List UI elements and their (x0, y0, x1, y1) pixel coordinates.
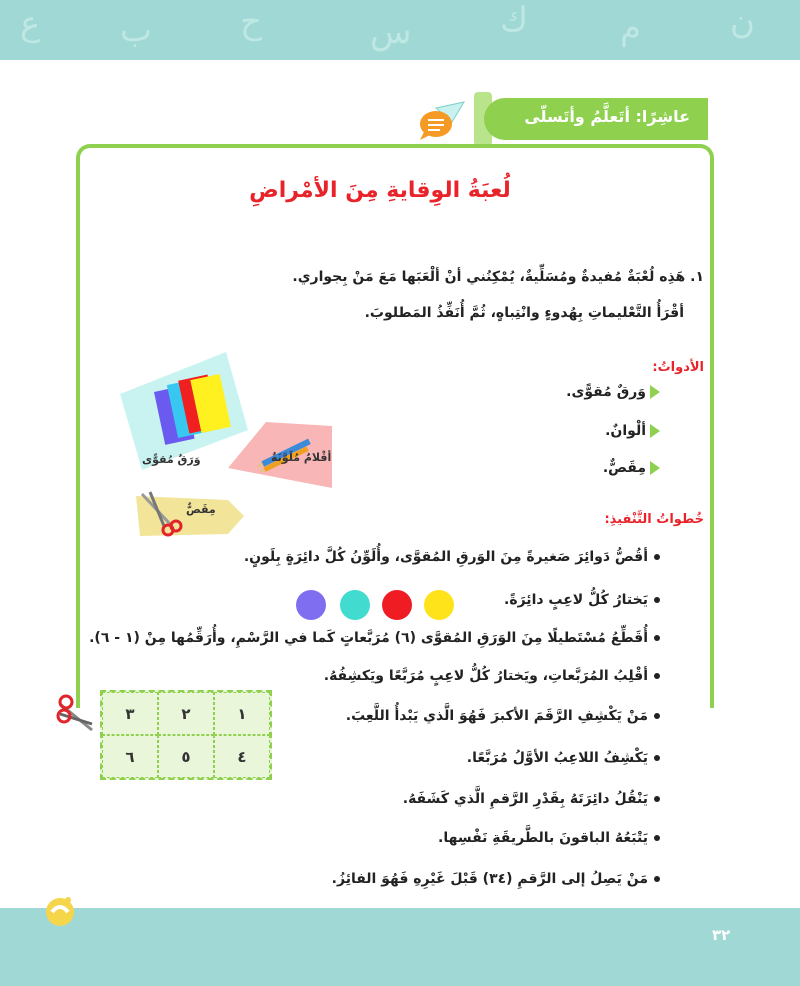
page-title: لُعبَةُ الوِقايةِ مِنَ الأمْراضِ (249, 178, 511, 203)
grid-cell: ١ (214, 692, 270, 735)
chat-paper-plane-icon (418, 100, 466, 142)
intro-line-2: أقْرَأُ التَّعْليماتِ بِهُدوءٍ وانْتِباهٍ، ثُمَّ أُنَفِّذُ المَطلوبَ. (364, 305, 684, 321)
section-header (484, 98, 708, 140)
bullet-icon (654, 755, 660, 761)
grid-cell: ٤ (214, 735, 270, 778)
scissors-label: مِقَصٌّ (186, 503, 216, 516)
step-item: يَكْشِفُ اللاعِبُ الأوَّلُ مُرَبَّعًا. (467, 750, 660, 766)
green-arrow-icon (650, 424, 660, 438)
bullet-icon (654, 796, 660, 802)
bullet-icon (654, 876, 660, 882)
grid-cell: ٥ (158, 735, 214, 778)
purple-circle (296, 590, 326, 620)
bottom-decorative-band (0, 908, 800, 986)
tool-item: مِقَصٌّ. (603, 460, 660, 476)
grid-scissors-icon (56, 694, 96, 746)
section-title: عاشِرًا: أتَعلَّمُ وأتَسلّى (524, 107, 690, 126)
bullet-icon (654, 673, 660, 679)
tool-item: ألْوانٌ. (605, 423, 660, 439)
green-arrow-icon (650, 461, 660, 475)
cyan-circle (340, 590, 370, 620)
step-item: مَنْ يَصِلُ إلى الرَّقمِ (٣٤) قَبْلَ غَيْرِهِ فَهُوَ الفائِزُ. (332, 871, 660, 887)
step-item: يَتْبَعُهُ الباقونَ بالطَّريقَةِ نَفْسِها. (438, 830, 660, 846)
tool-item: وَرقٌ مُقوًّى. (566, 384, 660, 400)
green-arrow-icon (650, 385, 660, 399)
step-item: أُقَطِّعُ مُسْتَطيلًا مِنَ الوَرَقِ المُقوَّى (٦) مُرَبَّعاتٍ كَما في الرَّسْمِ، وأُرَقِّمُها مِنْ (١ - ٦). (89, 630, 660, 646)
step-item: مَنْ يَكْشِفِ الرَّقَمَ الأكبرَ فَهُوَ الَّذي يَبْدأُ اللَّعِبَ. (346, 708, 660, 724)
bullet-icon (654, 635, 660, 641)
steps-label: خُطواتُ التَّنْفيذِ: (604, 512, 704, 527)
red-circle (382, 590, 412, 620)
tools-label: الأدواتُ: (652, 360, 704, 375)
intro-line-1: ١. هَذِه لُعْبَةٌ مُفيدةٌ ومُسَلِّيةٌ، يُمْكِنُني أنْ ألْعَبَها مَعَ مَنْ بِجواري. (292, 269, 704, 285)
step-item: يَختارُ كُلُّ لاعِبٍ دائِرَةً. (504, 592, 660, 608)
page-number: ٣٢ (712, 926, 731, 944)
paper-label: وَرَقٌ مُقوًّى (142, 453, 201, 466)
bullet-icon (654, 713, 660, 719)
publisher-logo-icon (40, 890, 80, 930)
step-item: أقْلِبُ المُرَبَّعاتِ، ويَختارُ كُلُّ لاعِبٍ مُرَبَّعًا ويَكشِفُهُ. (324, 668, 660, 684)
step-item: أقُصُّ دَوائِرَ صَغيرةً مِنَ الوَرقِ المُقوَّى، وأُلَوِّنُ كُلَّ دائِرَةٍ بِلَونٍ. (244, 549, 660, 565)
top-decorative-band: ع ب ح س ك م ن (0, 0, 800, 60)
yellow-circle (424, 590, 454, 620)
grid-cell: ٦ (102, 735, 158, 778)
bullet-icon (654, 597, 660, 603)
grid-cell: ٢ (158, 692, 214, 735)
grid-cell: ٣ (102, 692, 158, 735)
bullet-icon (654, 835, 660, 841)
step-item: يَنْقُلُ دائِرَتَهُ بِقَدْرِ الرَّقمِ الَّذي كَشَفَهُ. (403, 791, 660, 807)
bullet-icon (654, 554, 660, 560)
pencils-label: أقْلامٌ مُلَوَّنَةٌ (271, 451, 332, 464)
numbered-grid (100, 690, 272, 780)
